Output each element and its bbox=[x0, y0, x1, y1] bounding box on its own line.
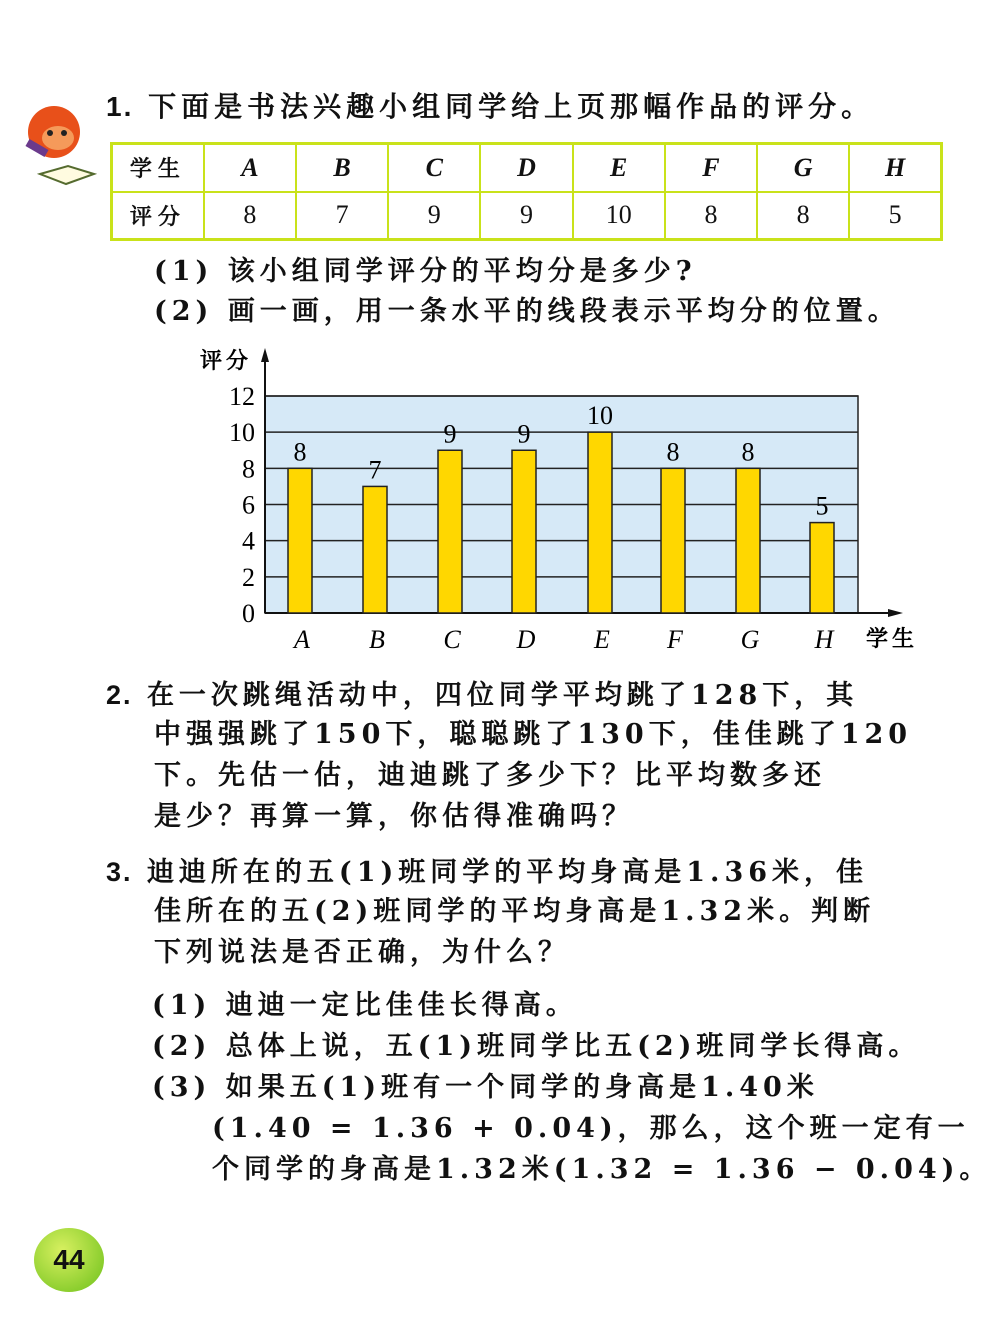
y-tick-label: 4 bbox=[242, 526, 255, 556]
page-number: 44 bbox=[34, 1228, 104, 1292]
table-cell: 10 bbox=[573, 192, 665, 240]
bar-B bbox=[363, 486, 387, 613]
q3-item-3-cont1: (1.40 = 1.36 + 0.04)，那么，这个班一定有一 bbox=[212, 1113, 970, 1144]
q3-line-0 bbox=[106, 855, 868, 890]
y-tick-label: 12 bbox=[229, 382, 255, 411]
q2-text: 在一次跳绳活动中，四位同学平均跳了128下，其 bbox=[146, 680, 859, 711]
x-tick-label: H bbox=[814, 625, 834, 654]
table-cell: A bbox=[204, 144, 296, 192]
q2-number: 2. bbox=[106, 680, 133, 710]
table-cell: G bbox=[757, 144, 849, 192]
table-cell: 8 bbox=[204, 192, 296, 240]
x-tick-label: C bbox=[443, 625, 461, 654]
q1-sub1: (1) 该小组同学评分的平均分是多少? bbox=[154, 256, 697, 287]
q3-item-3: (3) 如果五(1)班有一个同学的身高是1.40米 bbox=[152, 1072, 819, 1103]
table-cell: 5 bbox=[849, 192, 941, 240]
bar-H bbox=[810, 523, 834, 613]
q2-line-2: 下。先估一估，迪迪跳了多少下？比平均数多还 bbox=[154, 760, 826, 791]
table-header-label: 学生 bbox=[112, 144, 204, 192]
table-cell: 8 bbox=[757, 192, 849, 240]
table-cell: 7 bbox=[296, 192, 388, 240]
y-tick-label: 10 bbox=[229, 418, 255, 448]
q3-line-2: 下列说法是否正确，为什么？ bbox=[154, 937, 570, 968]
q3-item-3-cont2: 个同学的身高是1.32米(1.32 = 1.36 − 0.04)。 bbox=[212, 1154, 992, 1185]
q1-number: 1. bbox=[106, 91, 134, 122]
table-cell: 9 bbox=[480, 192, 572, 240]
bar-E bbox=[588, 432, 612, 613]
x-axis-label: 学生 bbox=[866, 627, 919, 652]
q2-line-1: 中强强跳了150下，聪聪跳了130下，佳佳跳了120 bbox=[154, 719, 913, 750]
x-tick-label: D bbox=[516, 625, 536, 654]
data-label: 9 bbox=[443, 419, 457, 449]
q2-line-0 bbox=[106, 678, 858, 713]
x-tick-label: B bbox=[369, 625, 385, 654]
q1-sub2: (2) 画一画，用一条水平的线段表示平均分的位置。 bbox=[154, 296, 900, 327]
bar-F bbox=[661, 468, 685, 613]
q3-number: 3. bbox=[106, 857, 133, 887]
data-label: 7 bbox=[368, 455, 382, 485]
table-cell: E bbox=[573, 144, 665, 192]
table-cell: B bbox=[296, 144, 388, 192]
data-label: 8 bbox=[293, 437, 307, 467]
table-score-label: 评分 bbox=[112, 192, 204, 240]
data-label: 8 bbox=[741, 437, 755, 467]
y-tick-label: 0 bbox=[242, 599, 255, 628]
x-axis-arrow-icon bbox=[888, 609, 903, 617]
q3-item-1: (1) 迪迪一定比佳佳长得高。 bbox=[152, 990, 578, 1021]
q3-line-1: 佳所在的五(2)班同学的平均身高是1.32米。判断 bbox=[154, 896, 876, 927]
table-cell: 8 bbox=[665, 192, 757, 240]
table-cell: F bbox=[665, 144, 757, 192]
data-label: 9 bbox=[517, 419, 531, 449]
y-tick-label: 2 bbox=[242, 562, 255, 592]
table-cell: H bbox=[849, 144, 941, 192]
y-tick-label: 6 bbox=[242, 490, 255, 520]
y-tick-label: 8 bbox=[242, 454, 255, 484]
q3-text: 迪迪所在的五(1)班同学的平均身高是1.36米，佳 bbox=[146, 857, 869, 888]
table-cell: 9 bbox=[388, 192, 480, 240]
y-axis-label: 评分 bbox=[200, 349, 253, 374]
bar-G bbox=[736, 468, 760, 613]
bar-C bbox=[438, 450, 462, 613]
data-label: 5 bbox=[815, 491, 829, 521]
bar-A bbox=[288, 468, 312, 613]
table-cell: C bbox=[388, 144, 480, 192]
x-tick-label: E bbox=[594, 625, 610, 654]
q2-line-3: 是少？再算一算，你估得准确吗？ bbox=[154, 801, 634, 832]
bar-D bbox=[512, 450, 536, 613]
q3-item-2: (2) 总体上说，五(1)班同学比五(2)班同学长得高。 bbox=[152, 1031, 921, 1062]
x-tick-label: F bbox=[667, 625, 683, 654]
q1-text: 下面是书法兴趣小组同学给上页那幅作品的评分。 bbox=[148, 90, 875, 123]
x-tick-label: A bbox=[294, 625, 310, 654]
table-cell: D bbox=[480, 144, 572, 192]
data-label: 10 bbox=[587, 401, 613, 431]
x-tick-label: G bbox=[740, 625, 760, 654]
y-axis-arrow-icon bbox=[261, 348, 269, 362]
data-label: 8 bbox=[666, 437, 680, 467]
